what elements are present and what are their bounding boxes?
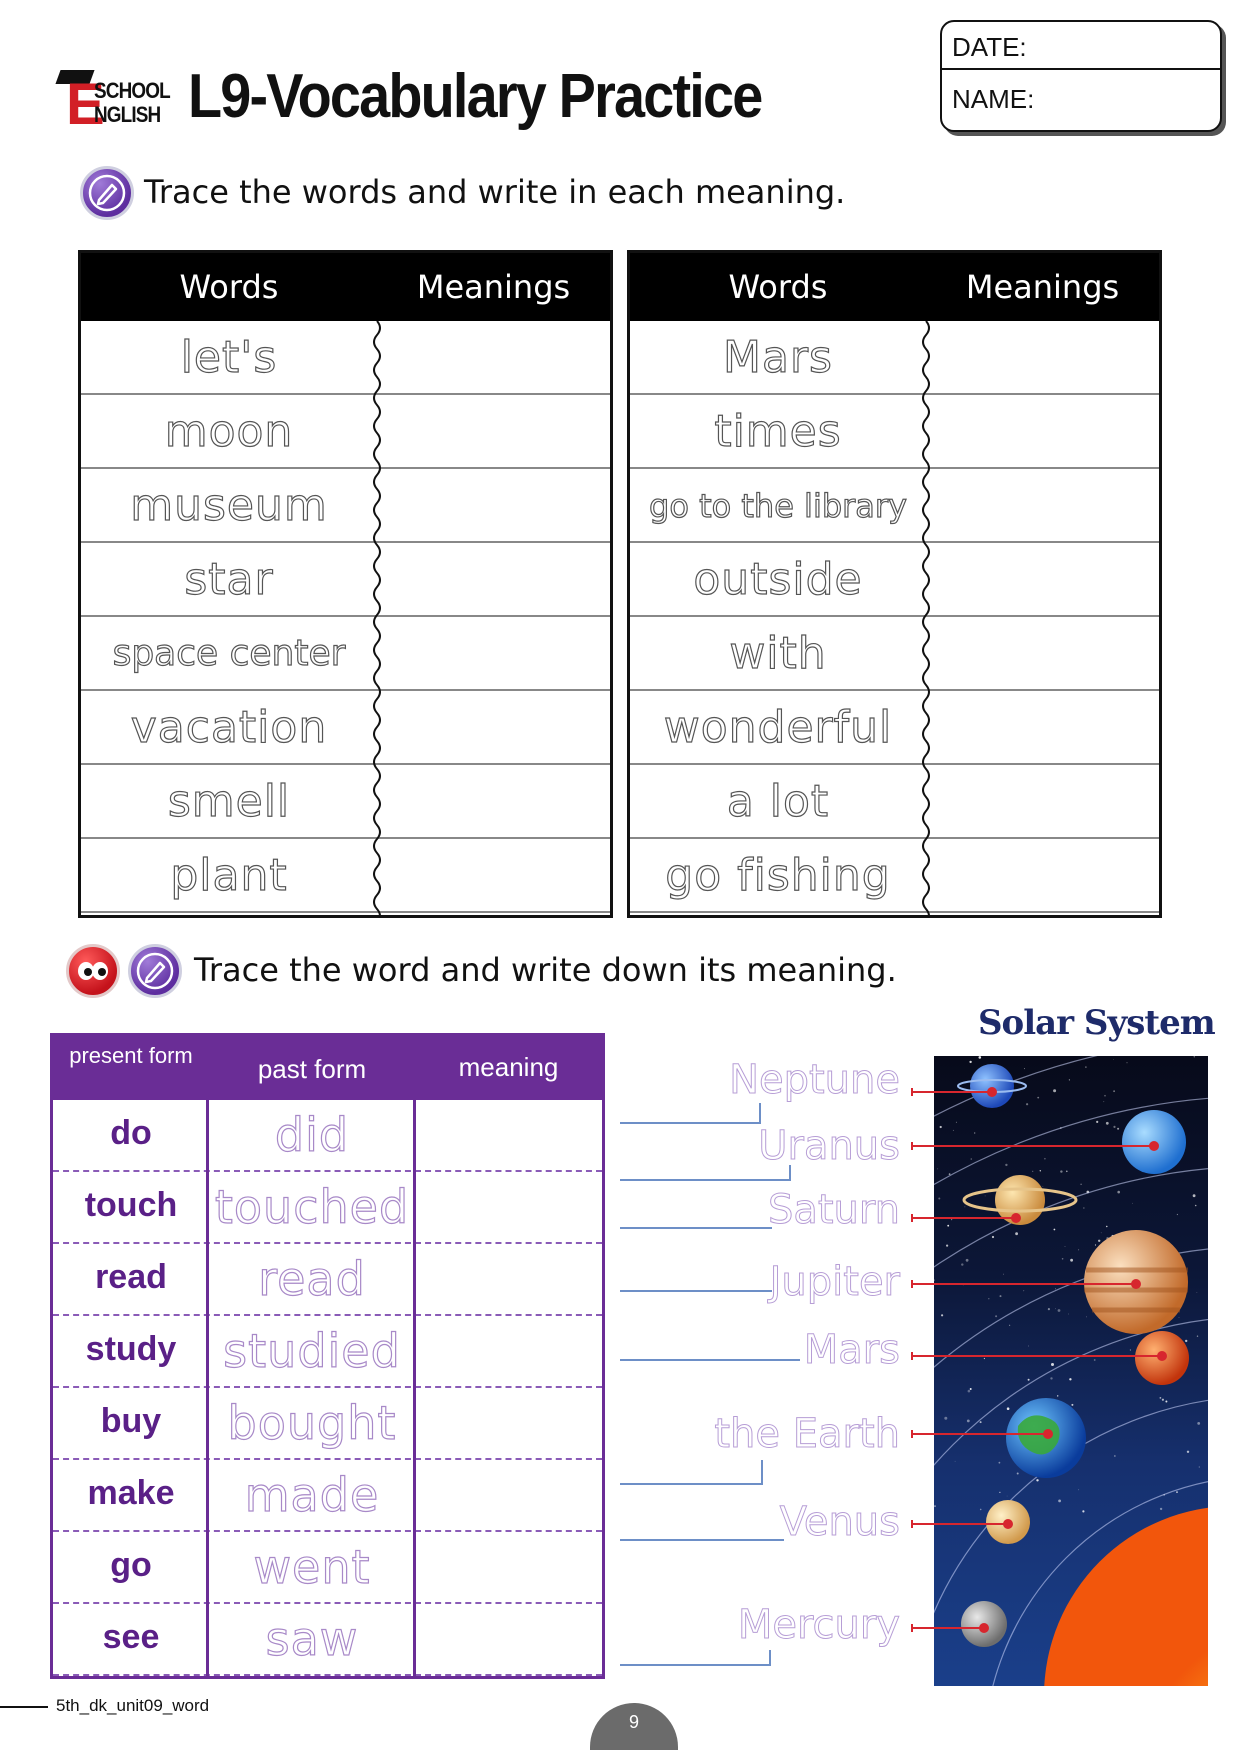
- star-dot: [1026, 1103, 1028, 1105]
- star-dot: [1036, 1479, 1038, 1481]
- star-dot: [971, 1158, 973, 1160]
- past-word-trace: touched: [214, 1180, 410, 1234]
- star-dot: [1066, 1171, 1068, 1173]
- star-dot: [1065, 1246, 1066, 1247]
- star-dot: [1160, 1508, 1162, 1510]
- star-dot: [1070, 1259, 1073, 1262]
- col-words: Words: [728, 268, 828, 306]
- vocab-row[interactable]: [630, 543, 1159, 617]
- pencil-icon: [128, 944, 182, 998]
- star-dot: [1095, 1244, 1096, 1245]
- star-dot: [1055, 1309, 1056, 1310]
- star-dot: [979, 1056, 982, 1059]
- planet-label-earth: the Earth: [714, 1411, 900, 1457]
- present-word: buy: [100, 1402, 162, 1440]
- star-dot: [1103, 1101, 1104, 1102]
- star-dot: [1005, 1164, 1007, 1166]
- star-dot: [946, 1245, 948, 1247]
- star-dot: [1132, 1203, 1133, 1204]
- date-name-box: [940, 20, 1222, 132]
- star-dot: [1094, 1359, 1096, 1361]
- star-dot: [934, 1505, 936, 1507]
- star-dot: [1068, 1314, 1069, 1315]
- star-dot: [1069, 1378, 1071, 1380]
- present-word: read: [95, 1258, 167, 1296]
- trace-word: vacation: [130, 702, 328, 753]
- star-dot: [1106, 1226, 1107, 1227]
- vocab-row[interactable]: [630, 839, 1159, 913]
- star-dot: [1086, 1317, 1087, 1318]
- star-dot: [1017, 1473, 1019, 1475]
- star-dot: [1078, 1250, 1079, 1251]
- star-dot: [966, 1259, 969, 1262]
- table-row[interactable]: [53, 1532, 602, 1604]
- planet-label-uranus: Uranus: [758, 1123, 900, 1169]
- table-row[interactable]: [53, 1316, 602, 1388]
- trace-word: outside: [693, 554, 863, 605]
- star-dot: [1051, 1363, 1054, 1366]
- star-dot: [1197, 1292, 1198, 1293]
- wavy-divider: [916, 321, 936, 915]
- table-row[interactable]: [53, 1100, 602, 1172]
- planet-label-saturn: Saturn: [767, 1187, 900, 1233]
- star-dot: [1055, 1289, 1056, 1290]
- star-dot: [1043, 1186, 1044, 1187]
- vocab-row[interactable]: [81, 691, 610, 765]
- jupiter-planet: [1084, 1230, 1188, 1334]
- star-dot: [1058, 1309, 1061, 1312]
- trace-word: times: [714, 406, 842, 457]
- trace-word: Mars: [723, 332, 833, 383]
- past-word-trace: saw: [265, 1612, 359, 1666]
- vocab-row[interactable]: [630, 469, 1159, 543]
- star-dot: [995, 1315, 997, 1317]
- star-dot: [1007, 1496, 1008, 1497]
- star-dot: [1162, 1399, 1164, 1401]
- star-dot: [1069, 1079, 1070, 1080]
- vocab-row[interactable]: [81, 543, 610, 617]
- vocab-table-header: [81, 253, 610, 321]
- pencil-icon: [80, 166, 134, 220]
- star-dot: [1127, 1062, 1128, 1063]
- star-dot: [961, 1263, 963, 1265]
- star-dot: [1080, 1184, 1081, 1185]
- star-dot: [980, 1509, 982, 1511]
- past-word-trace: bought: [227, 1396, 397, 1450]
- star-dot: [944, 1417, 947, 1420]
- mercury-planet: [961, 1601, 1007, 1647]
- table-row[interactable]: [53, 1172, 602, 1244]
- neptune-planet: [970, 1064, 1014, 1108]
- saturn-planet: [995, 1175, 1045, 1225]
- star-dot: [1098, 1240, 1100, 1242]
- star-dot: [1197, 1336, 1198, 1337]
- star-dot: [941, 1314, 943, 1316]
- present-word: do: [110, 1114, 152, 1152]
- star-dot: [1060, 1170, 1062, 1172]
- name-label: NAME:: [952, 84, 1035, 114]
- star-dot: [984, 1358, 985, 1359]
- star-dot: [1057, 1395, 1058, 1396]
- star-dot: [937, 1169, 938, 1170]
- star-dot: [1101, 1232, 1102, 1233]
- past-word-trace: made: [244, 1468, 380, 1522]
- table-row[interactable]: [53, 1388, 602, 1460]
- star-dot: [956, 1122, 957, 1123]
- star-dot: [1015, 1232, 1018, 1235]
- star-dot: [965, 1207, 966, 1208]
- col-present-form: present form: [69, 1043, 193, 1068]
- trace-word: moon: [164, 406, 294, 457]
- past-form-header: [53, 1036, 602, 1100]
- answer-line-mercury: [620, 1650, 770, 1665]
- vocab-row[interactable]: [81, 395, 610, 469]
- trace-word: museum: [130, 480, 328, 531]
- trace-word: let's: [180, 332, 278, 383]
- planet-label-neptune: Neptune: [729, 1057, 900, 1103]
- star-dot: [1197, 1422, 1200, 1425]
- trace-word: smell: [167, 776, 291, 827]
- star-dot: [970, 1388, 972, 1390]
- col-past-form: past form: [257, 1054, 367, 1084]
- star-dot: [963, 1284, 965, 1286]
- section1-instruction: Trace the words and write in each meaning.: [144, 173, 846, 211]
- star-dot: [1113, 1090, 1115, 1092]
- trace-word: with: [729, 628, 827, 679]
- vocab-row[interactable]: [81, 617, 610, 691]
- star-dot: [1040, 1170, 1041, 1171]
- star-dot: [1023, 1290, 1024, 1291]
- school-english-logo: [58, 68, 176, 137]
- solar-system-image: [934, 1056, 1208, 1686]
- table-row[interactable]: [53, 1244, 602, 1316]
- vocab-row[interactable]: [81, 765, 610, 839]
- trace-word: go fishing: [665, 850, 891, 901]
- star-dot: [1177, 1214, 1178, 1215]
- star-dot: [1083, 1208, 1084, 1209]
- star-dot: [1050, 1377, 1052, 1379]
- star-dot: [938, 1198, 940, 1200]
- footer-rule: [0, 1706, 48, 1708]
- star-dot: [1078, 1489, 1079, 1490]
- star-dot: [955, 1461, 956, 1462]
- uranus-planet: [1122, 1110, 1186, 1174]
- star-dot: [1113, 1126, 1115, 1128]
- star-dot: [1085, 1066, 1086, 1067]
- page-number: 9: [628, 1712, 639, 1732]
- col-meaning: meaning: [458, 1052, 559, 1082]
- past-form-table: [50, 1033, 605, 1679]
- trace-word: a lot: [726, 776, 830, 827]
- star-dot: [1176, 1491, 1178, 1493]
- vocab-table-left: [78, 250, 613, 918]
- vocab-row[interactable]: [630, 691, 1159, 765]
- column-divider: [206, 1100, 209, 1676]
- planet-label-venus: Venus: [779, 1499, 900, 1545]
- col-words: Words: [179, 268, 279, 306]
- star-dot: [974, 1132, 975, 1133]
- star-dot: [1130, 1349, 1131, 1350]
- star-dot: [1195, 1205, 1197, 1207]
- star-dot: [1024, 1068, 1025, 1069]
- column-divider: [413, 1100, 416, 1676]
- star-dot: [947, 1217, 948, 1218]
- star-dot: [1187, 1451, 1189, 1453]
- star-dot: [1104, 1095, 1106, 1097]
- page-title: L9-Vocabulary Practice: [188, 62, 762, 131]
- table-row[interactable]: [53, 1604, 602, 1676]
- section2-instruction: Trace the word and write down its meaning.: [194, 951, 897, 989]
- vocab-table-header: [630, 253, 1159, 321]
- star-dot: [1179, 1317, 1180, 1318]
- vocab-row[interactable]: [81, 839, 610, 913]
- star-dot: [1106, 1122, 1109, 1125]
- star-dot: [1082, 1510, 1084, 1512]
- date-label: DATE:: [952, 32, 1027, 62]
- star-dot: [1028, 1379, 1030, 1381]
- present-word: study: [85, 1330, 177, 1368]
- sun: [1044, 1506, 1208, 1686]
- trace-word: star: [184, 554, 274, 605]
- star-dot: [967, 1420, 970, 1423]
- star-dot: [1062, 1258, 1064, 1260]
- answer-line-neptune: [620, 1103, 760, 1123]
- star-dot: [1053, 1089, 1056, 1092]
- mars-planet: [1135, 1331, 1189, 1385]
- past-word-trace: went: [253, 1540, 371, 1594]
- star-dot: [1193, 1194, 1196, 1197]
- star-dot: [1009, 1325, 1010, 1326]
- present-word: make: [87, 1474, 175, 1512]
- vocab-row[interactable]: [630, 321, 1159, 395]
- logo-text-school: SCHOOL: [94, 78, 170, 103]
- logo-text-english: NGLISH: [94, 102, 161, 127]
- star-dot: [951, 1219, 952, 1220]
- star-dot: [969, 1061, 971, 1063]
- star-dot: [968, 1390, 971, 1393]
- box-divider: [942, 68, 1220, 70]
- present-word: go: [110, 1546, 152, 1584]
- vocab-row[interactable]: [630, 395, 1159, 469]
- star-dot: [940, 1126, 942, 1128]
- star-dot: [953, 1130, 954, 1131]
- planet-label-jupiter: Jupiter: [769, 1259, 900, 1305]
- star-dot: [999, 1462, 1001, 1464]
- star-dot: [1000, 1295, 1002, 1297]
- star-dot: [988, 1298, 989, 1299]
- star-dot: [1003, 1274, 1004, 1275]
- star-dot: [1194, 1056, 1195, 1057]
- trace-word: wonderful: [663, 702, 893, 753]
- star-dot: [999, 1492, 1000, 1493]
- vocab-row[interactable]: [81, 469, 610, 543]
- wavy-divider: [367, 321, 387, 915]
- star-dot: [1054, 1229, 1056, 1231]
- eyes-icon: [66, 944, 120, 998]
- star-dot: [1028, 1346, 1029, 1347]
- star-dot: [1071, 1404, 1073, 1406]
- col-meanings: Meanings: [416, 268, 571, 306]
- present-word: touch: [84, 1186, 178, 1224]
- star-dot: [1185, 1340, 1187, 1342]
- star-dot: [992, 1236, 994, 1238]
- star-dot: [1037, 1097, 1039, 1099]
- vocab-row[interactable]: [630, 617, 1159, 691]
- answer-line-earth: [620, 1460, 762, 1484]
- star-dot: [1048, 1308, 1050, 1310]
- star-dot: [980, 1421, 982, 1423]
- past-word-trace: did: [274, 1108, 350, 1162]
- table-row[interactable]: [53, 1460, 602, 1532]
- present-word: see: [102, 1618, 160, 1656]
- star-dot: [1007, 1407, 1010, 1410]
- venus-planet: [986, 1500, 1030, 1544]
- col-meanings: Meanings: [965, 268, 1120, 306]
- star-dot: [1113, 1059, 1114, 1060]
- star-dot: [1058, 1500, 1061, 1503]
- vocab-row[interactable]: [81, 321, 610, 395]
- past-word-trace: read: [258, 1252, 366, 1306]
- vocab-row[interactable]: [630, 765, 1159, 839]
- past-word-trace: studied: [223, 1324, 401, 1378]
- planet-label-mercury: Mercury: [737, 1602, 900, 1648]
- trace-word: plant: [170, 850, 288, 901]
- star-dot: [947, 1225, 949, 1227]
- star-dot: [934, 1279, 935, 1281]
- star-dot: [1044, 1158, 1046, 1160]
- solar-system-title: Solar System: [978, 1003, 1215, 1043]
- star-dot: [1117, 1191, 1120, 1194]
- logo-letter-e: E: [66, 72, 105, 137]
- star-dot: [1114, 1455, 1115, 1456]
- star-dot: [1096, 1121, 1098, 1123]
- star-dot: [1199, 1466, 1200, 1467]
- star-dot: [1117, 1128, 1119, 1130]
- vocab-table-right: [627, 250, 1162, 918]
- star-dot: [1032, 1171, 1033, 1172]
- star-dot: [985, 1196, 986, 1197]
- star-dot: [1165, 1401, 1167, 1403]
- footer-code: 5th_dk_unit09_word: [56, 1696, 210, 1715]
- planet-label-mars: Mars: [803, 1327, 900, 1373]
- star-dot: [1160, 1397, 1162, 1399]
- trace-word: space center: [112, 633, 346, 674]
- trace-word: go to the library: [649, 487, 907, 525]
